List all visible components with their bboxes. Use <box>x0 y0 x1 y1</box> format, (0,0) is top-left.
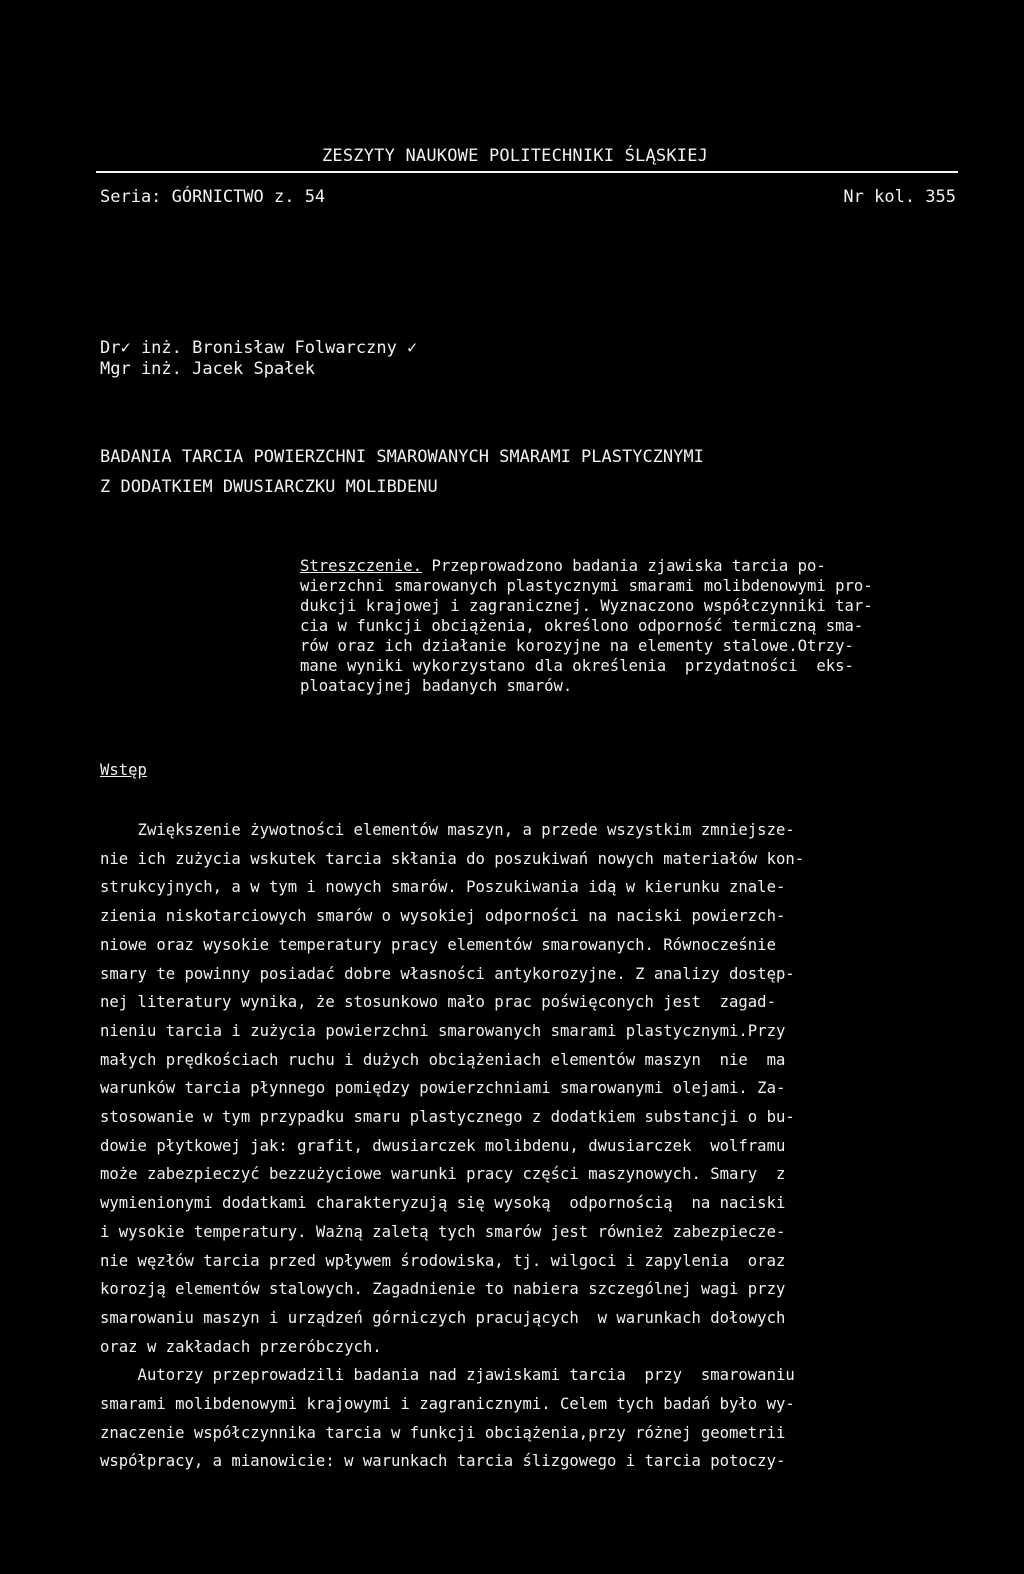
body-line: nie węzłów tarcia przed wpływem środowiska, tj. wilgoci i zapylenia oraz <box>100 1251 786 1270</box>
section-heading: Wstęp <box>100 761 147 779</box>
abstract-line: wierzchni smarowanych plastycznymi smarami molibdenowymi pro- <box>300 577 873 595</box>
author-line: Mgr inż. Jacek Spałek <box>100 359 315 379</box>
body-line: stosowanie w tym przypadku smaru plastycznego z dodatkiem substancji o bu- <box>100 1108 795 1127</box>
abstract-line: rów oraz ich działanie korozyjne na elementy stalowe.Otrzy- <box>300 637 854 655</box>
header-rule <box>96 171 958 173</box>
author-line: Dr✓ inż. Bronisław Folwarczny ✓ <box>100 338 418 358</box>
body-text <box>100 816 804 1476</box>
body-line: małych prędkościach ruchu i dużych obciążeniach elementów maszyn nie ma <box>100 1050 786 1069</box>
body-line: oraz w zakładach przeróbczych. <box>100 1337 382 1356</box>
body-line: niowe oraz wysokie temperatury pracy elementów smarowanych. Równocześnie <box>100 935 776 954</box>
body-line: Autorzy przeprowadzili badania nad zjawiskami tarcia przy smarowaniu <box>100 1366 795 1385</box>
body-line: strukcyjnych, a w tym i nowych smarów. Poszukiwania idą w kierunku znale- <box>100 878 786 897</box>
body-line: nie ich zużycia wskutek tarcia skłania do poszukiwań nowych materiałów kon- <box>100 849 805 868</box>
series-label: Seria: GÓRNICTWO z. 54 <box>100 187 326 207</box>
body-line: smary te powinny posiadać dobre własności antykorozyjne. Z analizy dostęp- <box>100 964 795 983</box>
body-line: może zabezpieczyć bezzużyciowe warunki pracy części maszynowych. Smary z <box>100 1165 786 1184</box>
authors-block <box>100 338 417 380</box>
body-line: nieniu tarcia i zużycia powierzchni smarowanych smarami plastycznymi.Przy <box>100 1021 786 1040</box>
volume-number: Nr kol. 355 <box>843 187 956 207</box>
abstract-line: cia w funkcji obciążenia, określono odporność termiczną sma- <box>300 617 864 635</box>
paper-title <box>100 442 704 502</box>
abstract-line <box>300 556 873 576</box>
abstract-line: ploatacyjnej badanych smarów. <box>300 677 573 695</box>
abstract-text: Przeprowadzono badania zjawiska tarcia po- <box>422 557 826 575</box>
body-line: Zwiększenie żywotności elementów maszyn, a przede wszystkim zmniejsze- <box>100 821 795 839</box>
body-line: zienia niskotarciowych smarów o wysokiej odporności na naciski powierzch- <box>100 907 786 926</box>
body-line: znaczenie współczynnika tarcia w funkcji obciążenia,przy różnej geometrii <box>100 1423 786 1442</box>
body-line: smarami molibdenowymi krajowymi i zagranicznymi. Celem tych badań było wy- <box>100 1395 795 1414</box>
abstract-line: mane wyniki wykorzystano dla określenia przydatności eks- <box>300 657 854 675</box>
journal-title: ZESZYTY NAUKOWE POLITECHNIKI ŚLĄSKIEJ <box>322 146 709 166</box>
body-line: współpracy, a mianowicie: w warunkach tarcia ślizgowego i tarcia potoczy- <box>100 1452 786 1471</box>
abstract-label: Streszczenie. <box>300 557 423 575</box>
body-line: dowie płytkowej jak: grafit, dwusiarczek molibdenu, dwusiarczek wolframu <box>100 1136 786 1155</box>
body-line: i wysokie temperatury. Ważną zaletą tych smarów jest również zabezpiecze- <box>100 1222 786 1241</box>
body-line: nej literatury wynika, że stosunkowo mało prac poświęconych jest zagad- <box>100 993 776 1012</box>
title-line: BADANIA TARCIA POWIERZCHNI SMAROWANYCH SMARAMI PLASTYCZNYMI <box>100 447 704 467</box>
body-line: wymienionymi dodatkami charakteryzują się wysoką odpornością na naciski <box>100 1194 786 1213</box>
abstract-block <box>300 556 873 696</box>
body-line: korozją elementów stalowych. Zagadnienie to nabiera szczególnej wagi przy <box>100 1280 786 1299</box>
body-line: warunków tarcia płynnego pomiędzy powierzchniami smarowanymi olejami. Za- <box>100 1079 786 1098</box>
abstract-line: dukcji krajowej i zagranicznej. Wyznaczono współczynniki tar- <box>300 597 873 615</box>
body-line: smarowaniu maszyn i urządzeń górniczych pracujących w warunkach dołowych <box>100 1308 786 1327</box>
title-line: Z DODATKIEM DWUSIARCZKU MOLIBDENU <box>100 477 438 497</box>
